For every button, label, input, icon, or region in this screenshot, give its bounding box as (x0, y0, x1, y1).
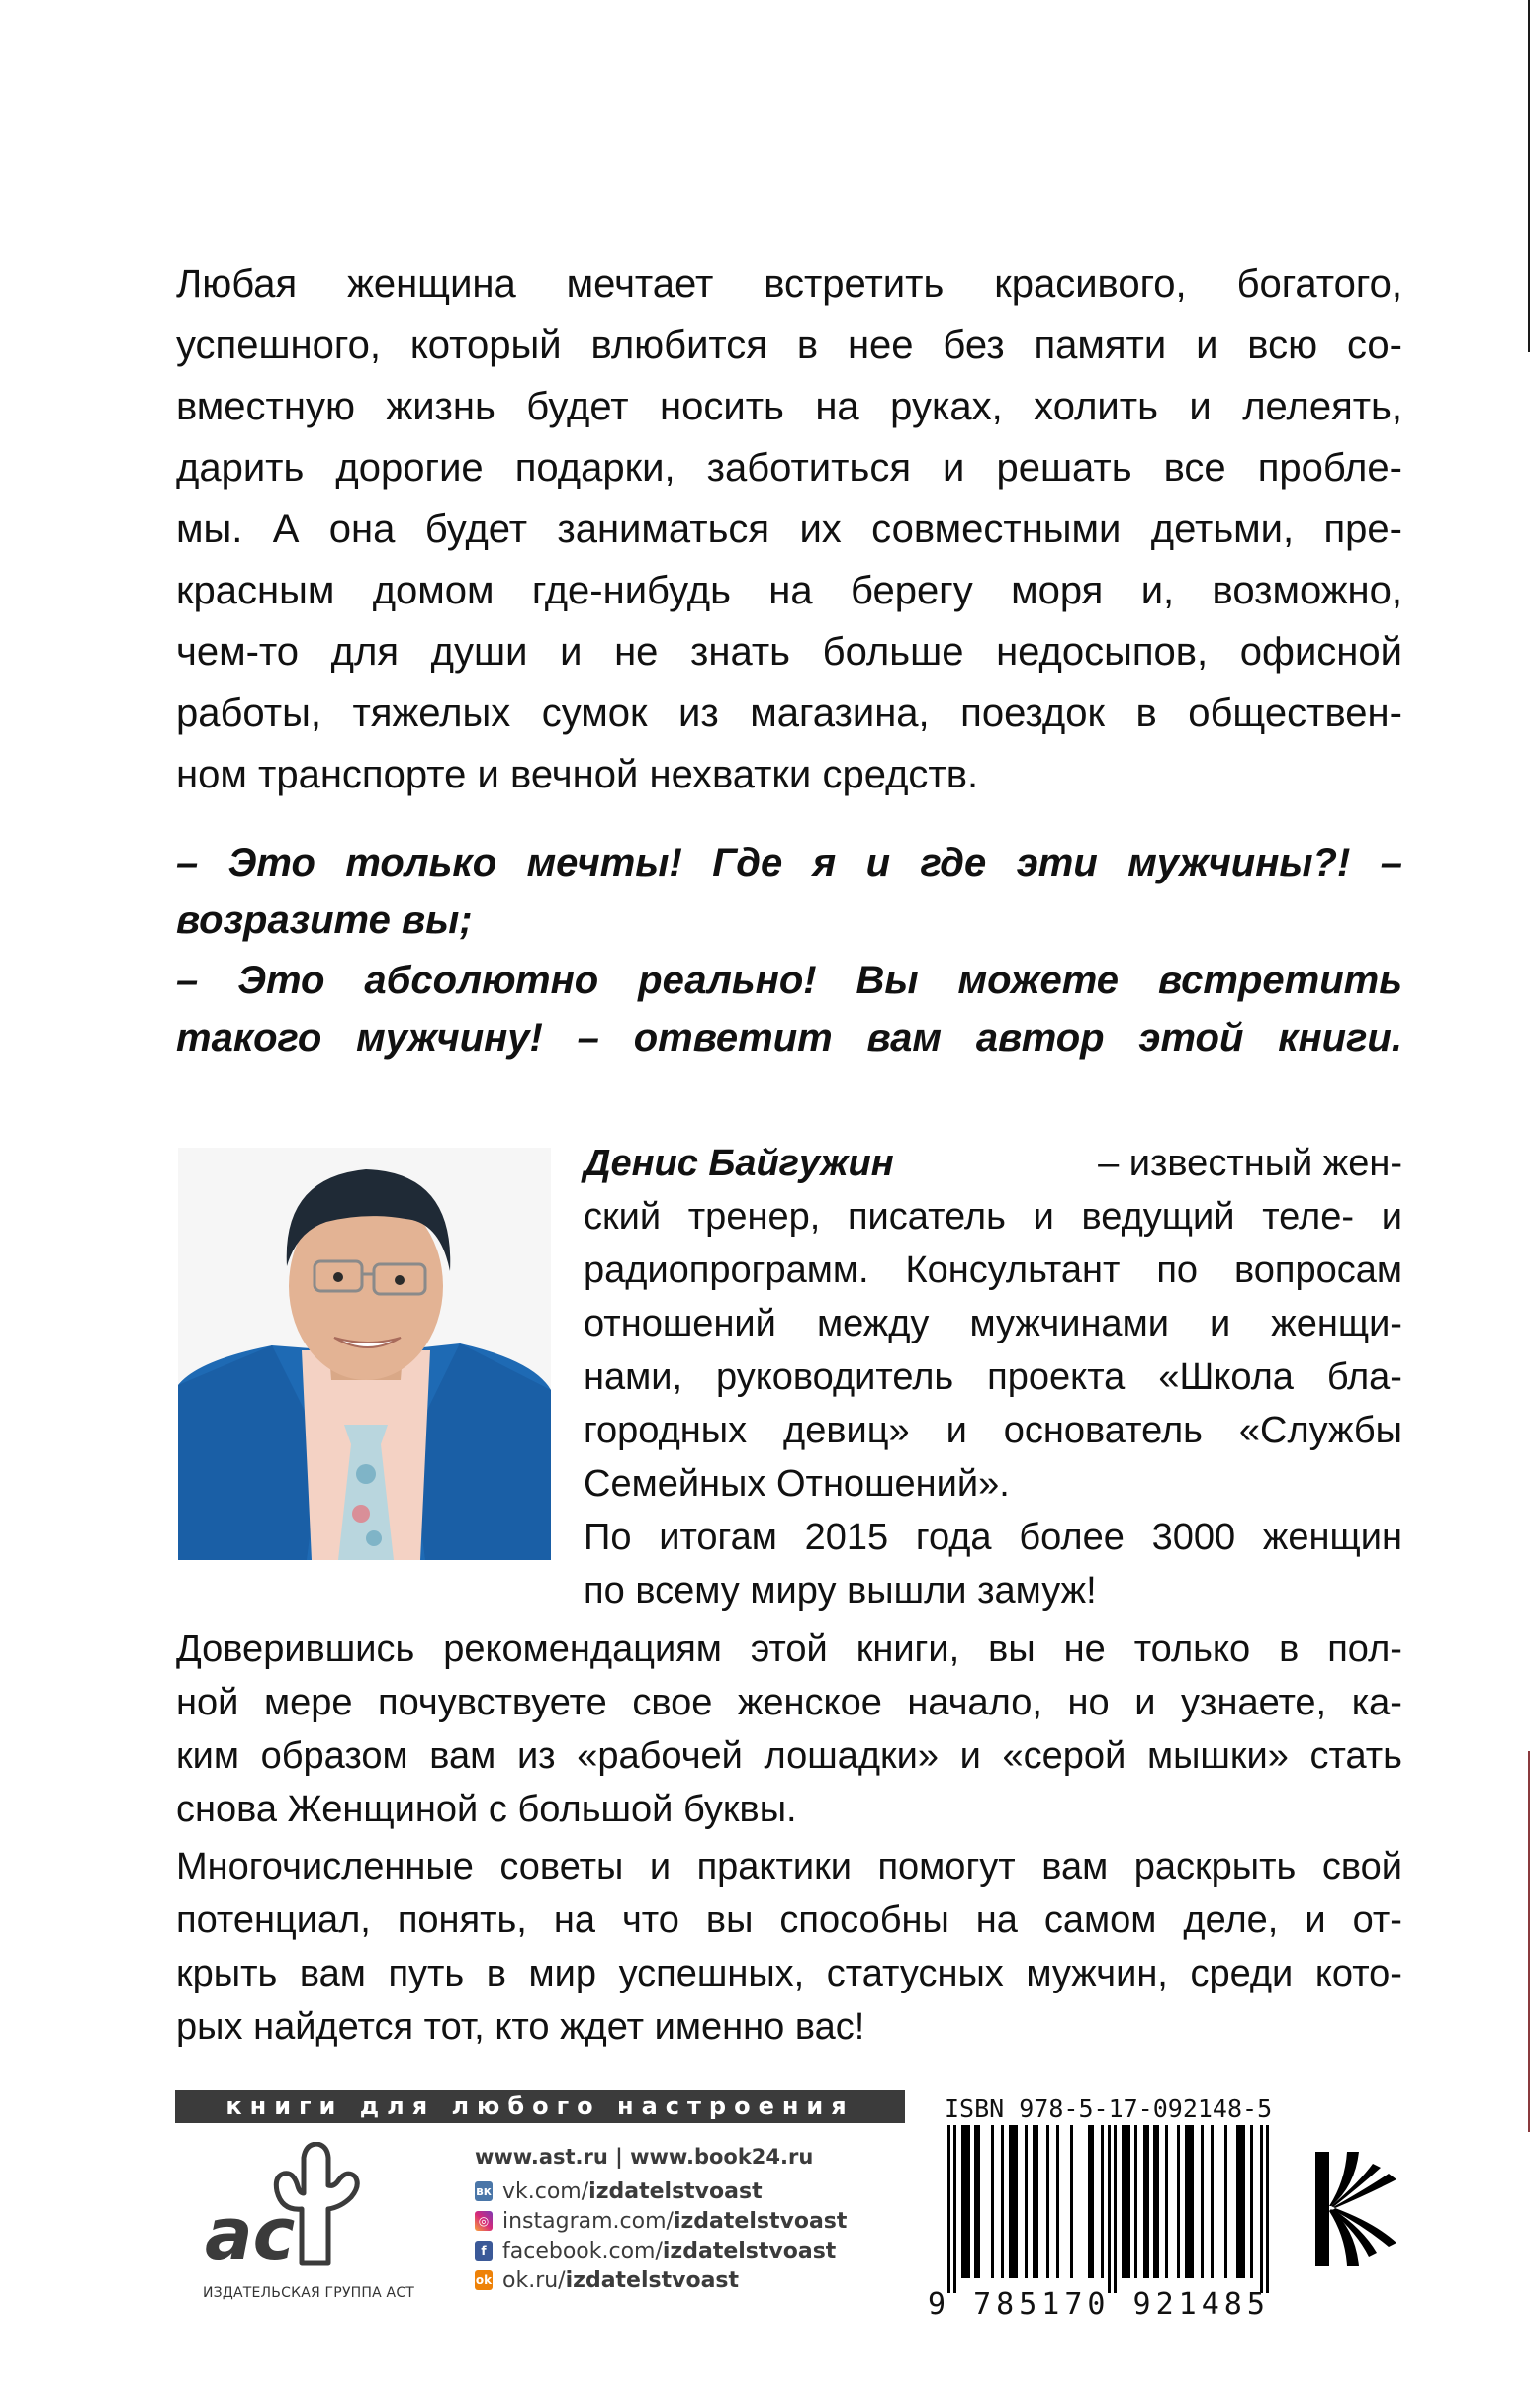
social-prefix: instagram.com/ (502, 2208, 674, 2234)
bio-line: отношений между мужчинами и женщи- (584, 1303, 1402, 1344)
social-prefix: vk.com/ (502, 2178, 589, 2204)
k-publisher-mark (1315, 2142, 1414, 2270)
bio-line: городных девиц» и основатель «Службы (584, 1410, 1402, 1451)
barcode (947, 2125, 1274, 2293)
publisher-caption: ИЗДАТЕЛЬСКАЯ ГРУППА АСТ (203, 2285, 415, 2301)
ean-digits: 9 785170 921485 (928, 2287, 1270, 2322)
text-fragment: – известный жен- (1098, 1143, 1402, 1184)
ast-logo (203, 2142, 361, 2270)
quote-line: – Это абсолютно реально! Вы можете встретить (176, 959, 1402, 1002)
text-line: потенциал, понять, на что вы способны на самом деле, и от- (176, 1899, 1402, 1941)
quote-line: возразите вы; (176, 898, 473, 942)
quote-line: такого мужчину! – ответит вам автор этой книги. (176, 1016, 1402, 1060)
social-link-facebook[interactable] (475, 2236, 847, 2266)
text-line: Доверившись рекомендациям этой книги, вы не только в пол- (176, 1628, 1402, 1670)
text-line: дарить дорогие подарки, заботиться и решать все пробле- (176, 446, 1402, 490)
author-bio (584, 1137, 1402, 1618)
bio-line: ский тренер, писатель и ведущий теле- и (584, 1196, 1402, 1238)
text-line: Многочисленные советы и практики помогут вам раскрыть свой (176, 1846, 1402, 1888)
text-line: Любая женщина мечтает встретить красивого, богатого, (176, 262, 1402, 306)
website-links[interactable]: www.ast.ru | www.book24.ru (475, 2145, 814, 2169)
text-line: работы, тяжелых сумок из магазина, поездок в обществен- (176, 692, 1402, 735)
text-line: вместную жизнь будет носить на руках, холить и лелеять, (176, 385, 1402, 428)
social-prefix: ok.ru/ (502, 2268, 566, 2293)
isbn-label: ISBN 978-5-17-092148-5 (945, 2094, 1273, 2123)
trim-line-top (1528, 0, 1530, 352)
social-link-instagram[interactable] (475, 2206, 847, 2236)
book-k-logo-icon (1315, 2142, 1414, 2270)
social-link-vk[interactable] (475, 2176, 847, 2206)
bio-line: по всему миру вышли замуж! (584, 1570, 1097, 1612)
author-portrait-illustration (178, 1148, 551, 1560)
social-handle: izdatelstvoast (673, 2208, 848, 2234)
social-prefix: facebook.com/ (502, 2238, 663, 2264)
text-line: чем-то для души и не знать больше недосыпов, офисной (176, 630, 1402, 674)
ast-cactus-logo-icon (203, 2142, 361, 2270)
author-photo (178, 1148, 551, 1560)
odnoklassniki-icon: ok (475, 2270, 493, 2290)
text-line: ким образом вам из «рабочей лошадки» и «серой мышки» стать (176, 1735, 1402, 1777)
barcode-bars-icon (947, 2125, 1274, 2293)
trim-line-bottom (1528, 1751, 1530, 2132)
social-handle: izdatelstvoast (565, 2268, 740, 2293)
text-line: красным домом где-нибудь на берегу моря и, возможно, (176, 569, 1402, 612)
instagram-icon: ◎ (475, 2211, 493, 2231)
text-line: рых найдется тот, кто ждет именно вас! (176, 2006, 865, 2048)
text-line: ном транспорте и вечной нехватки средств. (176, 753, 979, 796)
author-name: Денис Байгужин (584, 1143, 894, 1184)
quote-line: – Это только мечты! Где я и где эти мужчины?! – (176, 841, 1402, 884)
text-line: успешного, который влюбится в нее без памяти и всю со- (176, 324, 1402, 367)
vk-icon: вк (475, 2181, 493, 2201)
text-line: ной мере почувствуете свое женское начало, но и узнаете, ка- (176, 1682, 1402, 1723)
intro-paragraph (176, 253, 1402, 805)
social-handle: izdatelstvoast (662, 2238, 837, 2264)
bio-first-line (584, 1137, 1402, 1190)
svg-text:ac: ac (205, 2192, 296, 2270)
text-line: мы. А она будет заниматься их совместными детьми, пре- (176, 508, 1402, 551)
bio-line: Семейных Отношений». (584, 1463, 1010, 1505)
publisher-links (475, 2137, 847, 2295)
facebook-icon: f (475, 2241, 493, 2261)
text-line: крыть вам путь в мир успешных, статусных мужчин, среди кото- (176, 1953, 1402, 1994)
text-line: снова Женщиной с большой буквы. (176, 1789, 797, 1830)
social-link-odnoklassniki[interactable] (475, 2266, 847, 2295)
tagline-banner: книги для любого настроения здесь (175, 2090, 905, 2123)
closing-paragraphs (176, 1622, 1402, 2054)
bio-line: радиопрограмм. Консультант по вопросам (584, 1250, 1402, 1291)
bio-line: нами, руководитель проекта «Школа бла- (584, 1356, 1402, 1398)
bio-line: По итогам 2015 года более 3000 женщин (584, 1517, 1402, 1558)
social-handle: izdatelstvoast (588, 2178, 763, 2204)
quote-block (176, 834, 1402, 1066)
